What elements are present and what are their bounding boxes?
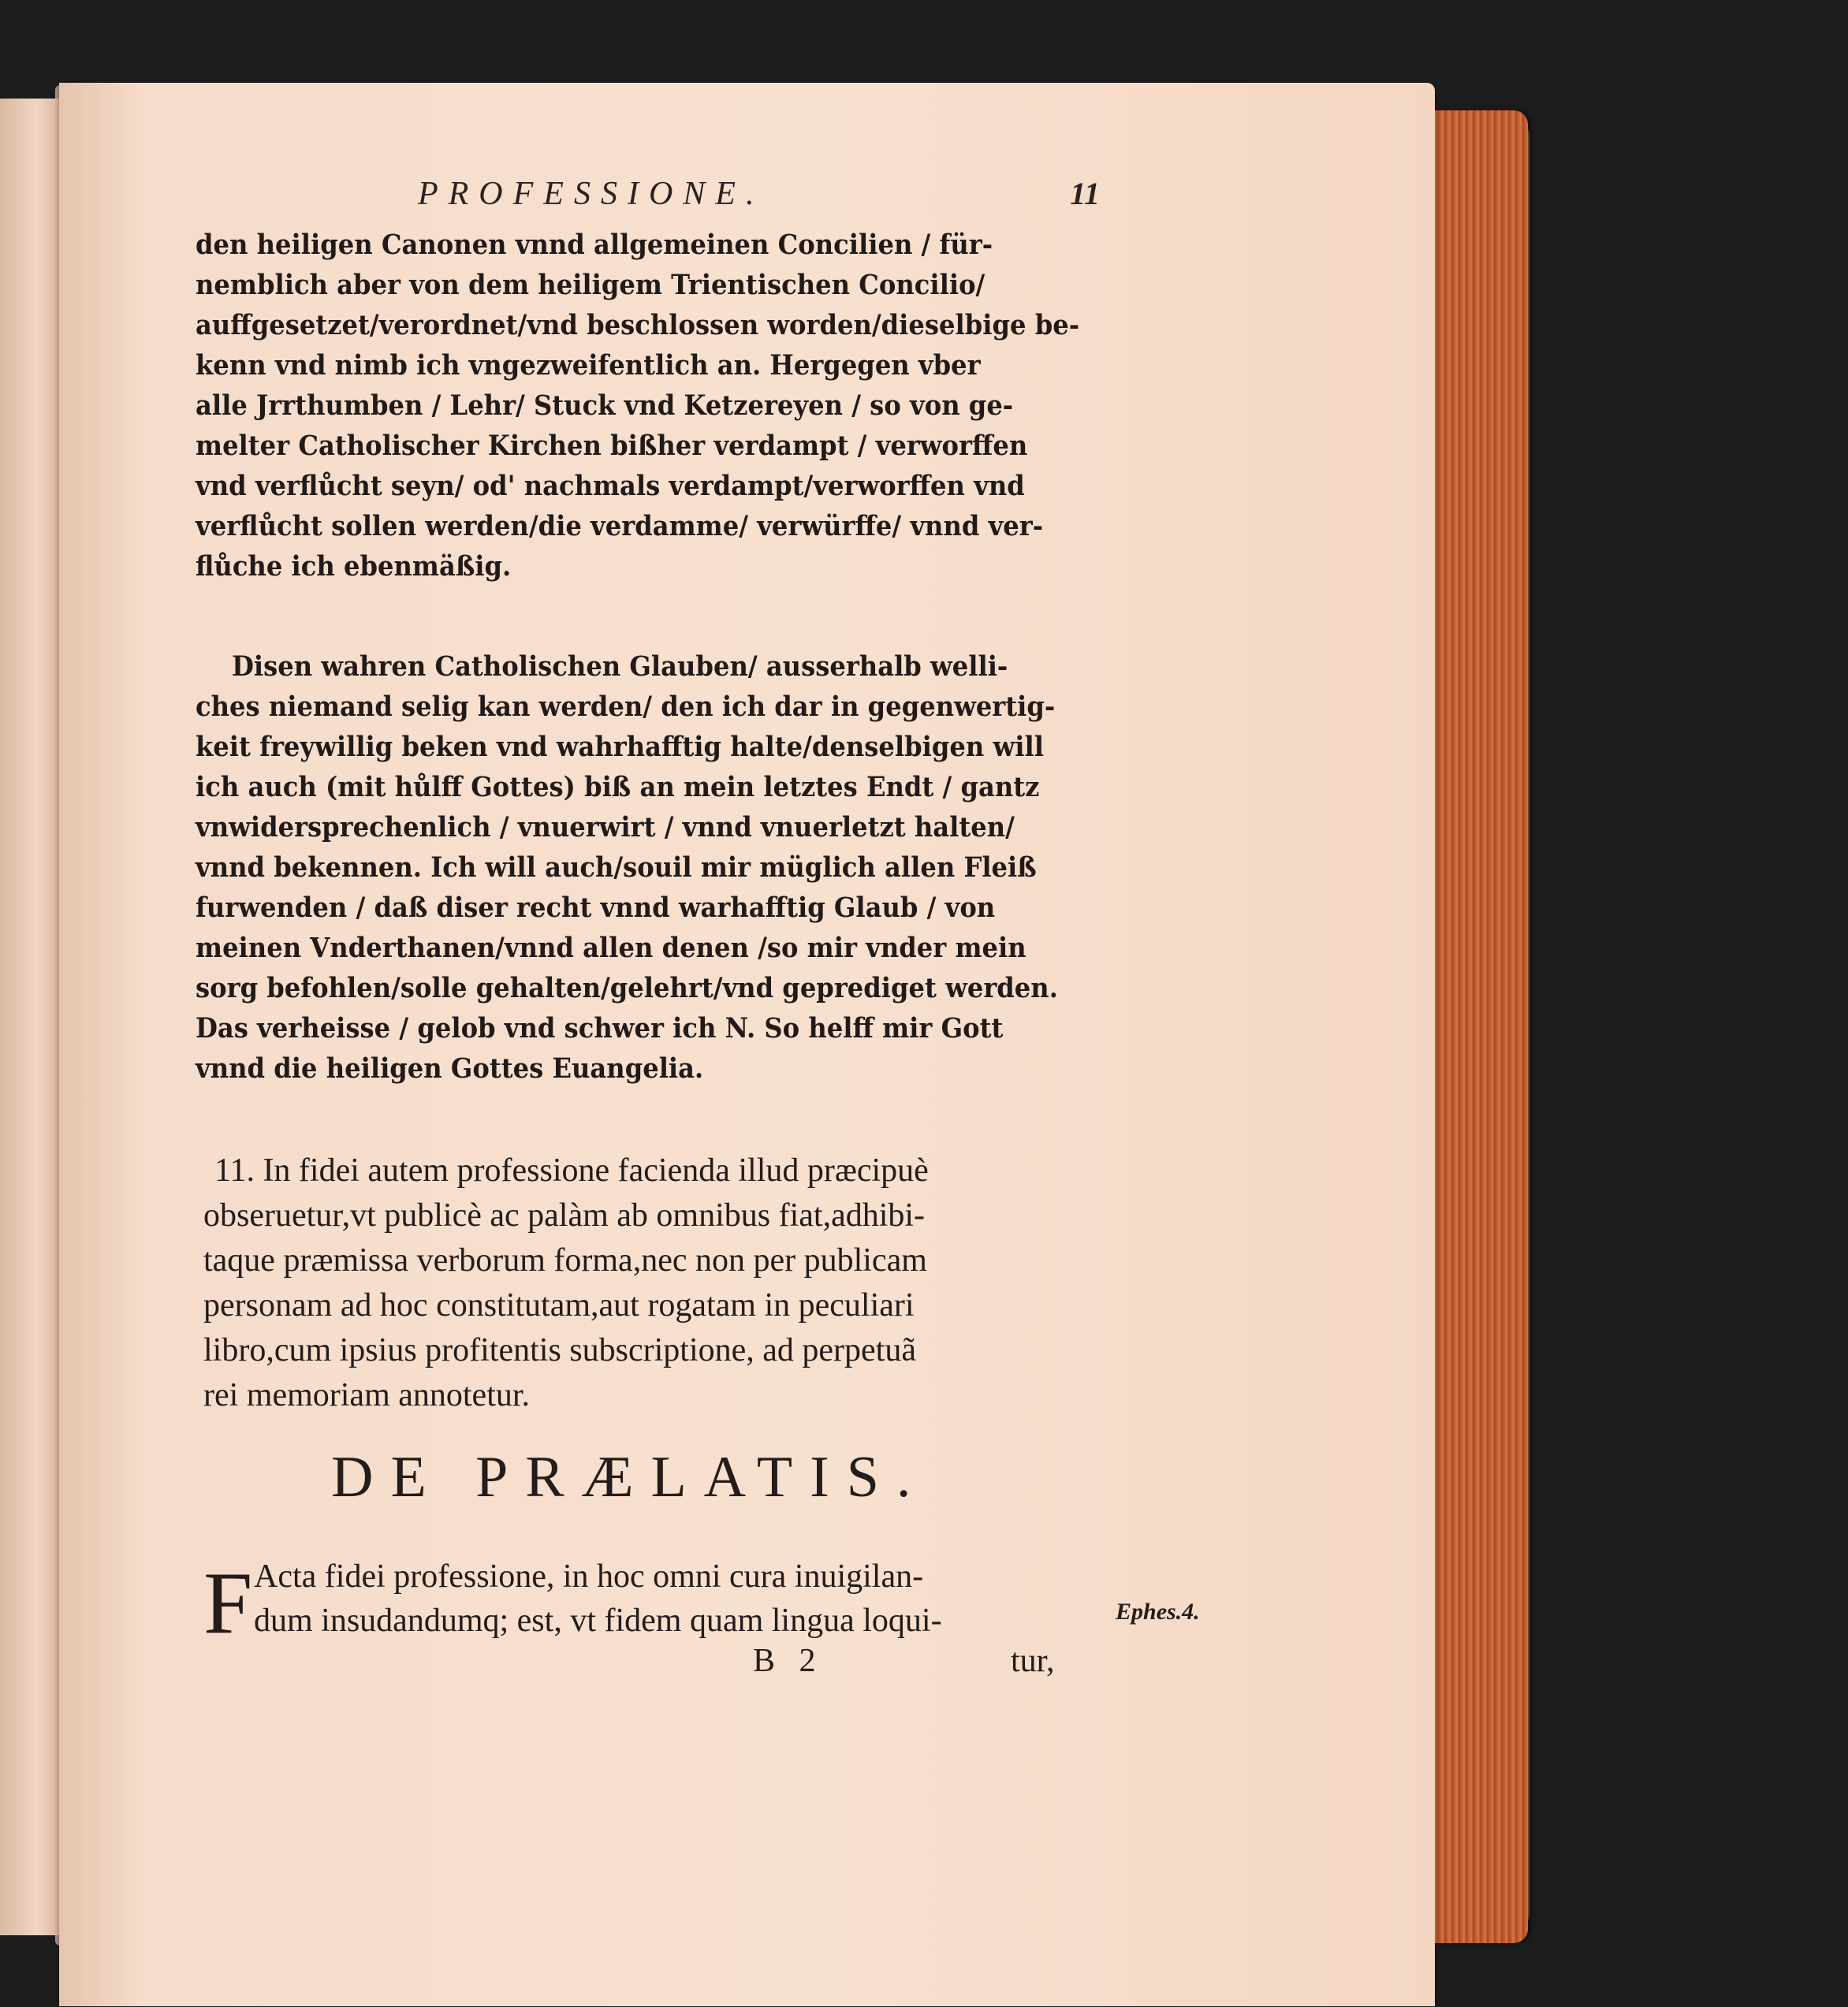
text-line: ich auch (mit hůlff Gottes) biß an mein letztes Endt / gantz [196,771,1040,803]
section-body [254,1555,1109,1643]
german-paragraph-1 [196,225,1080,586]
text-line: furwenden / daß diser recht vnnd warhafftig Glaub / von [196,892,996,924]
catchword: tur, [1011,1643,1055,1679]
running-head: PROFESSIONE. [418,176,765,212]
german-paragraph-2 [196,646,1058,1089]
section-heading: DE PRÆLATIS. [331,1445,929,1510]
text-line: taque præmissa verborum forma,nec non per publicam [203,1242,927,1279]
text-line: sorg befohlen/solle gehalten/gelehrt/vnd geprediget werden. [196,972,1058,1004]
text-line: melter Catholischer Kirchen bißher verdampt / verworffen [196,430,1028,462]
text-line: Disen wahren Catholischen Glauben/ ausserhalb welli- [232,650,1008,683]
latin-paragraph [203,1149,1110,1418]
text-line: Acta fidei professione, in hoc omni cura inuigilan- [254,1558,924,1595]
text-line: meinen Vnderthanen/vnnd allen denen /so mir vnder mein [196,932,1026,964]
text-line: vnnd die heiligen Gottes Euangelia. [196,1052,704,1085]
text-line: vnwidersprechenlich / vnuerwirt / vnnd vnuerletzt halten/ [196,811,1015,843]
text-line: keit freywillig beken vnd wahrhafftig halte/denselbigen will [196,731,1044,763]
text-line: auffgesetzet/verordnet/vnd beschlossen worden/dieselbige be- [196,309,1080,341]
text-line: 11. In fidei autem professione facienda illud præcipuè [214,1152,929,1189]
text-line: nemblich aber von dem heiligem Trientischen Concilio/ [196,269,985,301]
text-line: obseruetur,vt publicè ac palàm ab omnibus fiat,adhibi- [203,1197,926,1234]
text-line: kenn vnd nimb ich vngezweifentlich an. Hergegen vber [196,349,981,382]
text-line: den heiligen Canonen vnnd allgemeinen Concilien / für- [196,229,993,261]
text-line: rei memoriam annotetur. [203,1377,531,1413]
signature-mark: B 2 [753,1643,824,1679]
folio-number: 11 [1070,176,1100,211]
text-line: verflůcht sollen werden/die verdamme/ verwürffe/ vnnd ver- [196,510,1044,542]
page-edges [1433,110,1528,1943]
text-line: Das verheisse / gelob vnd schwer ich N. So helff mir Gott [196,1012,1004,1044]
text-line: alle Jrrthumben / Lehr/ Stuck vnd Ketzereyen / so von ge- [196,389,1014,422]
text-line: ches niemand selig kan werden/ den ich dar in gegenwertig- [196,691,1056,723]
margin-note: Ephes.4. [1116,1599,1200,1625]
text-line: vnd verflůcht seyn/ od' nachmals verdampt/verworffen vnd [196,470,1025,502]
text-line: libro,cum ipsius profitentis subscriptione, ad perpetuã [203,1332,916,1368]
drop-initial: F [203,1555,253,1652]
text-line: dum insudandumq; est, vt fidem quam lingua loqui- [254,1603,942,1639]
text-line: personam ad hoc constitutam,aut rogatam in peculiari [203,1287,915,1324]
text-line: vnnd bekennen. Ich will auch/souil mir müglich allen Fleiß [196,851,1037,884]
text-line: flůche ich ebenmäßig. [196,550,512,583]
